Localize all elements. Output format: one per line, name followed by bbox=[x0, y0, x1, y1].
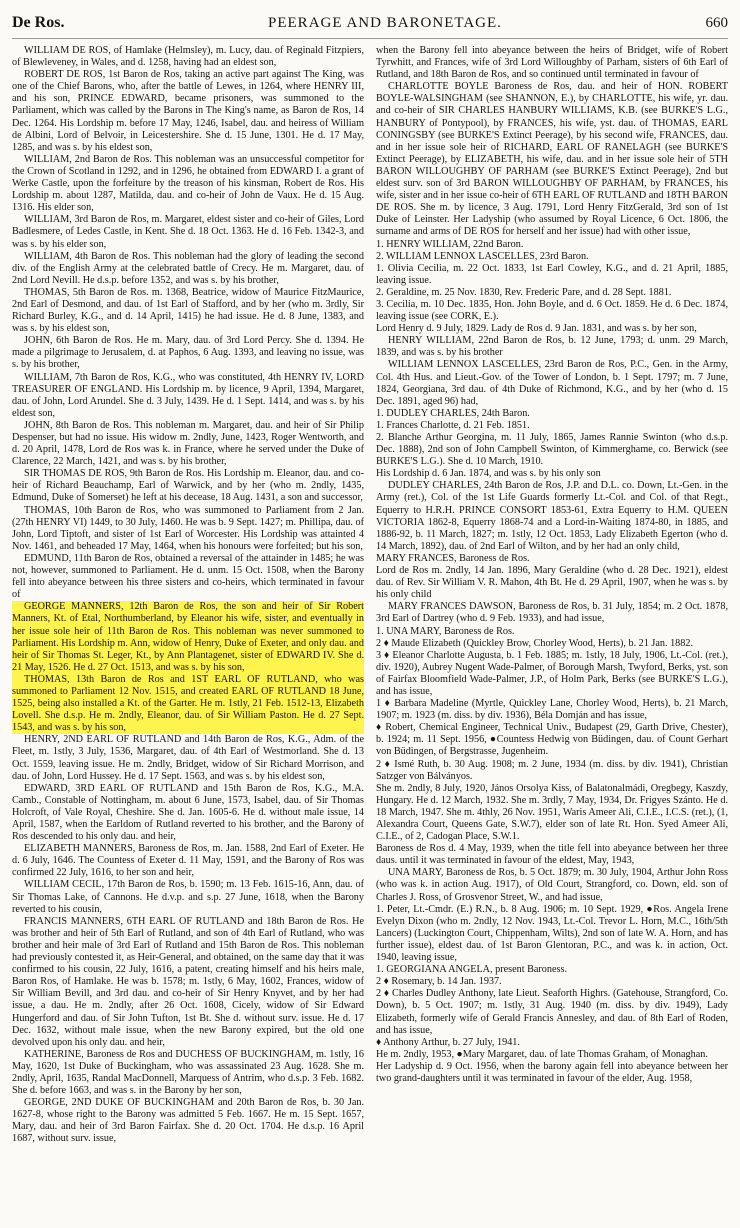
entry-paragraph: WILLIAM LENNOX LASCELLES, 23rd Baron de Ros, P.C., Gen. in the Army, Col. 4th Hus. and Lieut.-Gov. of the Tower of London, b. 1 Sept. 1797; m. 7 June, 1824, Georgiana, 3rd dau. of 4th Duke of Richmond, K.G., and by her (who d. 15 Dec. 1891, aged 96) had, bbox=[376, 359, 728, 407]
entry-paragraph: EDMUND, 11th Baron de Ros, obtained a reversal of the attainder in 1485; he was not, however, summoned to Parliament. He d. unm. 15 Oct. 1508, when the Barony fell into abeyance between his three sisters and co-heirs, which terminated in favour of bbox=[12, 552, 364, 601]
entry-paragraph: 1 ♦ Barbara Madeline (Myrtle, Quickley Lane, Chorley Wood, Herts), b. 21 March, 1907; m. 1923 (m. diss. by div. 1936), Béla Domján and has issue, bbox=[376, 698, 728, 722]
entry-paragraph: 2. Geraldine, m. 25 Nov. 1830, Rev. Frederic Pare, and d. 28 Sept. 1881. bbox=[376, 286, 672, 298]
entry-paragraph: GEORGE, 2ND DUKE OF BUCKINGHAM and 20th Baron de Ros, b. 30 Jan. 1627-8, whose right to the Barony was admitted 5 Feb. 1667. He m. 15 Sept. 1657, Mary, dau. and heir of 3rd Baron Fairfax. She d. 20 Oct. 1704. He d.s.p. 16 April 1687, without surv. issue, bbox=[12, 1097, 364, 1145]
entry-paragraph: UNA MARY, Baroness de Ros, b. 5 Oct. 1879; m. 30 July, 1904, Arthur John Ross (who was k. in action Aug. 1917), of Old Court, Strangford, co. Down, eld. son of Charles J. Ross, of Grosvenor Street, W., and had issue, bbox=[376, 867, 728, 903]
entry-paragraph: WILLIAM CECIL, 17th Baron de Ros, b. 1590; m. 13 Feb. 1615-16, Ann, dau. of Sir Thomas Lake, of Cannons. He d.v.p. and s.p. 27 June, 1618, when the Barony reverted to his cousin, bbox=[12, 879, 364, 915]
entry-paragraph: 1. GEORGIANA ANGELA, present Baroness. bbox=[376, 964, 567, 976]
entry-paragraph: Baroness de Ros d. 4 May, 1939, when the title fell into abeyance between her three daus. until it was terminated in favour of the eldest, May, 1943, bbox=[376, 843, 728, 867]
entry-paragraph: 2. Blanche Arthur Georgina, m. 11 July, 1865, James Rannie Swinton (who d.s.p. Dec. 1888), 2nd son of John Campbell Swinton, of Kimmerghame, co. Berwick (see BURKE'S L.G.). She d. 10 March, 1910. bbox=[376, 432, 728, 468]
entry-paragraph: when the Barony fell into abeyance between the heirs of Bridget, wife of Robert Tyrwhitt, and Frances, wife of 3rd Lord Willoughby of Parham, sisters of 6th Earl of Rutland, and 18th Baron de Ros, and so continued until terminated in favour of bbox=[376, 45, 728, 81]
entry-paragraph: MARY FRANCES DAWSON, Baroness de Ros, b. 31 July, 1854; m. 2 Oct. 1878, 3rd Earl of Dartrey (who d. 9 Feb. 1933), and had issue, bbox=[376, 601, 728, 625]
entry-paragraph: She m. 2ndly, 8 July, 1920, János Orsolya Kiss, of Balatonalmádi, Oregbegy, Kaszdy, Hungary. He d. 12 March, 1932. She m. 3rdly, 7 May, 1934, Dr. Frigyes Szánto. He d. 18 March, 1947. She m. 4thly, 26 Nov. 1951, Waris Ameer Ali, C.I.E., I.C.S. (ret.), (1, Alexandra Court, Queens Gate, S.W.7), elder son of late Rt. Hon. Syed Ameer Ali, C.I.E., of 2, Cadogan Place, S.W.1. bbox=[376, 782, 728, 843]
entry-paragraph: THOMAS, 5th Baron de Ros. m. 1368, Beatrice, widow of Maurice FitzMaurice, 2nd Earl of Desmond, and dau. of 1st Earl of Stafford, and by her (who m. 3rdly, Sir Richard Burley, K.G., and d. 14 April, 1415) he had issue. He d. 8 June, 1383, and was s. by his eldest son, bbox=[12, 286, 364, 335]
header-title: PEERAGE AND BARONETAGE. bbox=[268, 15, 502, 31]
entry-paragraph: FRANCIS MANNERS, 6TH EARL OF RUTLAND and 18th Baron de Ros. He was brother and heir of 5th Earl of Rutland, and son of 4th Earl of Rutland, who was brother and heir male of 3rd Earl of Rutland and 15th Baron de Ros. This nobleman had previously contested it, as Heir-General, and obtained, on the same day that it was confirmed to his cousin, 22 July, 1616, a patent, creating himself and his heirs male, Baron Ros, of Hamlake. He was b. 1578; m. 1stly, 6 May, 1602, Frances, widow of Sir William Bevill, and 3rd dau. and co-heir of Sir Henry Knyvet, and by her had issue, a dau. He m. 2ndly, after 26 Oct. 1608, Cicely, widow of Sir Edward Hungerford and dau. of Sir John Tufton, 1st Bt. She d. without surv. issue. He d. 17 Dec. 1632, without male issue, when the new Barony expired, but the old one devolved upon his only dau. and heir, bbox=[12, 915, 364, 1048]
entry-paragraph: KATHERINE, Baroness de Ros and DUCHESS OF BUCKINGHAM, m. 1stly, 16 May, 1620, 1st Duke of Buckingham, who was assassinated 23 Aug. 1628. She m. 2ndly, April, 1635, Randal MacDonnell, Marquess of Antrim, who d.s.p. 3 Feb. 1682. She d. before 1663, and was s. in the Barony by her son, bbox=[12, 1048, 364, 1097]
entry-paragraph: 2 ♦ Ismé Ruth, b. 30 Aug. 1908; m. 2 June, 1934 (m. diss. by div. 1941), Christian Satzger von Bálványos. bbox=[376, 758, 728, 782]
entry-paragraph: JOHN, 8th Baron de Ros. This nobleman m. Margaret, dau. and heir of Sir Philip Despenser, but had no issue. His widow m. 2ndly, June, 1423, Roger Wentworth, and d. 20 April, 1478, Lord de Ros was k. in France, where he served under the Duke of Clarence, 22 March, 1421, and was s. by his brother, bbox=[12, 419, 364, 468]
entry-paragraph: THOMAS, 10th Baron de Ros, who was summoned to Parliament from 2 Jan. (27th HENRY VI) 1449, to 30 July, 1460. He was b. 9 Sept. 1427; m. Phillipa, dau. of John, Lord Tiptoft, and sister of 1st Earl of Worcester. His Lordship was attainted 4 Nov. 1461, and beheaded 17 May, 1464, when his honours were forfeited; but his son, bbox=[12, 504, 364, 552]
entry-paragraph: 2 ♦ Rosemary, b. 14 Jan. 1937. bbox=[376, 976, 502, 988]
entry-paragraph: CHARLOTTE BOYLE Baroness de Ros, dau. and heir of HON. ROBERT BOYLE-WALSINGHAM (see SHANNON, E.), by CHARLOTTE, his wife, yr. dau. and co-heir of SIR CHARLES HANBURY WILLIAMS, K.B. (see BURKE'S L.G., HANBURY of Pontypool), by FRANCES, his wife, yst. dau. of THOMAS, EARL CONINGSBY (see BURKE'S Extinct Peerage), by his second wife, FRANCES, dau. and in her issue sole heir of RICHARD, EARL OF RANELAGH (see BURKE'S Extinct Peerage), by ELIZABETH, his wife, dau. and in her issue sole heir of 5TH BARON WILLOUGHBY OF PARHAM (see BURKE'S Extinct Peerage), 2nd but eldest surv. son of 3rd BARON WILLOUGHBY OF PARHAM, by FRANCES, his wife, sister and in her issue co-heir of 6TH EARL OF RUTLAND and 18TH BARON DE ROS. She m. by licence, 3 Aug. 1791, Lord Henry FitzGerald, 3rd son of 1st Duke of Leinster. Her Ladyship (who assumed by Royal Licence, 6 Oct. 1806, the surname and arms of DE ROS for herself and her issue) had with other issue, bbox=[376, 81, 728, 238]
running-header bbox=[12, 14, 728, 39]
entry-paragraph: ♦ Robert, Chemical Engineer, Technical Univ., Budapest (29, Garth Drive, Chester), b. 1924; m. 11 Sept. 1956, ●Countess Hedwig von Büdingen, dau. of Count Gerhart von Büdingen, of Bergstrasse, Jugenheim. bbox=[376, 722, 728, 758]
entry-paragraph: 1. DUDLEY CHARLES, 24th Baron. bbox=[376, 407, 530, 419]
entry-paragraph: DUDLEY CHARLES, 24th Baron de Ros, J.P. and D.L. co. Down, Lt.-Gen. in the Army (ret.), Col. of the 1st Life Guards formerly Lt.-Col. and Col. of that Regt., Equerry to H.R.H. PRINCE CONSORT 1853-61, Extra Equerry to H.M. QUEEN VICTORIA 1862-8, Equerry 1868-74 and a Lord-in-Waiting 1874-80, in 1885, and 1886-92, b. 11 March, 1827; m. 1stly, 12 Oct. 1853, Lady Elizabeth Egerton (who d. 14 March, 1892), dau. of 2nd Earl of Wilton, and by her had an only child, bbox=[376, 480, 728, 552]
entry-paragraph: ♦ Anthony Arthur, b. 27 July, 1941. bbox=[376, 1036, 520, 1048]
entry-paragraph: 1. Frances Charlotte, d. 21 Feb. 1851. bbox=[376, 419, 530, 431]
entry-paragraph: EDWARD, 3RD EARL OF RUTLAND and 15th Baron de Ros, K.G., M.A. Camb., Constable of Nottingham, m. about 6 June, 1573, Isabel, dau. of Sir Thomas Holcroft, of Vale Royal, Cheshire. She d. Jan. 1605-6. He d. without male issue, 14 April, 1587, when the Earldom of Rutland reverted to his brother, and the Barony of Ros descended to his only dau. and heir, bbox=[12, 782, 364, 843]
entry-paragraph: 3. Cecilia, m. 10 Dec. 1835, Hon. John Boyle, and d. 6 Oct. 1859. He d. 6 Dec. 1874, leaving issue (see CORK, E.). bbox=[376, 298, 728, 323]
entry-paragraph: ELIZABETH MANNERS, Baroness de Ros, m. Jan. 1588, 2nd Earl of Exeter. He d. 6 July, 1646. The Countess of Exeter d. 11 May, 1591, and the Barony of Ros was confirmed 22 July, 1616, to her son and heir, bbox=[12, 843, 364, 879]
entry-paragraph: His Lordship d. 6 Jan. 1874, and was s. by his only son bbox=[376, 468, 601, 480]
highlighted-paragraph: THOMAS, 13th Baron de Ros and 1ST EARL OF RUTLAND, who was summoned to Parliament 12 Nov. 1515, and created EARL OF RUTLAND 18 June, 1525, being also installed a Kt. of the Garter. He m. 1stly, 21 Feb. 1512-13, Elizabeth Lovell. She d.s.p. He m. 2ndly, Eleanor, dau. of Sir William Paston. He d. 27 Sept. 1543, and was s. by his son, bbox=[12, 673, 364, 734]
entry-paragraph: 1. HENRY WILLIAM, 22nd Baron. bbox=[376, 238, 524, 250]
entry-paragraph: 2 ♦ Charles Dudley Anthony, late Lieut. Seaforth Highrs. (Gatehouse, Strangford, Co. Down), b. 5 Oct. 1907; m. 1stly, 31 Aug. 1940 (m. diss. by div. 1949), Lady Elizabeth, formerly wife of Gerald Francis Annesley, and dau. of 8th Earl of Roden, and has issue, bbox=[376, 988, 728, 1036]
entry-paragraph: HENRY WILLIAM, 22nd Baron de Ros, b. 12 June, 1793; d. unm. 29 March, 1839, and was s. by his brother bbox=[376, 335, 728, 359]
entry-paragraph: WILLIAM, 7th Baron de Ros, K.G., who was constituted, 4th HENRY IV, LORD TREASURER OF ENGLAND. His Lordship m. by licence, 9 April, 1394, Margaret, dau. of John, Lord Arundel. She d. 3 July, 1439. He d. 1 Sept. 1414, and was s. by his eldest son, bbox=[12, 371, 364, 419]
text-columns bbox=[12, 45, 728, 1225]
entry-paragraph: Her Ladyship d. 9 Oct. 1956, when the barony again fell into abeyance between her two grand-daughters until it was terminated in favour of the elder, Aug. 1958, bbox=[376, 1060, 728, 1084]
page-number: 660 bbox=[705, 15, 728, 31]
entry-paragraph: WILLIAM, 4th Baron de Ros. This nobleman had the glory of leading the second div. of the English Army at the celebrated battle of Crecy. He m. Margaret, dau. of 2nd Lord Nevill. He d.s.p. before 1352, and was s. by his brother, bbox=[12, 250, 364, 286]
entry-paragraph: 1. Olivia Cecilia, m. 22 Oct. 1833, 1st Earl Cowley, K.G., and d. 21 April, 1885, leaving issue. bbox=[376, 262, 728, 286]
right-column bbox=[376, 45, 728, 1225]
entry-paragraph: JOHN, 6th Baron de Ros. He m. Mary, dau. of 3rd Lord Percy. She d. 1394. He made a pilgrimage to Jerusalem, d. at Paphos, 6 Aug. 1393, and leaving no issue, was s. by his brother, bbox=[12, 335, 364, 371]
entry-paragraph: HENRY, 2ND EARL OF RUTLAND and 14th Baron de Ros, K.G., Adm. of the Fleet, m. 1stly, 3 July, 1536, Margaret, dau. of 4th Earl of Westmorland. She d. 13 Oct. 1559, leaving issue. He m. 2ndly, Bridget, widow of Sir Richard Morrison, and dau. of John, Lord Hussey. He d. 17 Sept. 1563, and was s. by his eldest son, bbox=[12, 734, 364, 782]
header-surname: De Ros. bbox=[12, 14, 65, 31]
entry-paragraph: 3 ♦ Eleanor Charlotte Augusta, b. 1 Feb. 1885; m. 1stly, 18 July, 1906, Lt.-Col. (ret.), div. 1920), Aubrey Nugent Wade-Palmer, of Borough Marsh, Twyford, Berks, yst. son of Fairfax Bloomfield Wade-Palmer, J.P., of Holm Park, Berks (see BURKE'S L.G.), and has issue, bbox=[376, 649, 728, 697]
entry-paragraph: 2 ♦ Maude Elizabeth (Quickley Brow, Chorley Wood, Herts), b. 21 Jan. 1882. bbox=[376, 637, 694, 649]
entry-paragraph: ROBERT DE ROS, 1st Baron de Ros, taking an active part against The King, was one of the Chief Barons, who, after the battle of Lewes, in 1264, where HENRY III, and his son, PRINCE EDWARD, became prisoners, was summoned to the Parliament, which was called by the Barons in The King's name, as Baron de Ros, 14 Dec. 1264. His Lordship m. before 17 May, 1246, Isabel, dau. and heiress of William de Albini, Lord of Belvoir, in Leicestershire. She d. 15 June, 1301. He d. 17 May, 1285, and was s. by his eldest son, bbox=[12, 69, 364, 153]
entry-paragraph: WILLIAM, 2nd Baron de Ros. This nobleman was an unsuccessful competitor for the Crown of Scotland in 1292, and in 1296, he obtained from EDWARD I. a grant of Werke Castle, upon the forfeiture by the treason of his kinsman, Robert de Ros. His Lordship m. about 1287, Matilda, dau. and co-heir of John de Vaux. He d. 15 Aug. 1316. His elder son, bbox=[12, 153, 364, 214]
entry-paragraph: 1. UNA MARY, Baroness de Ros. bbox=[376, 625, 515, 637]
entry-paragraph: Lord Henry d. 9 July, 1829. Lady de Ros d. 9 Jan. 1831, and was s. by her son, bbox=[376, 323, 697, 335]
entry-paragraph: MARY FRANCES, Baroness de Ros. bbox=[376, 552, 530, 564]
entry-paragraph: SIR THOMAS DE ROS, 9th Baron de Ros. His Lordship m. Eleanor, dau. and co-heir of Richard Beauchamp, Earl of Warwick, and by her (who m. 2ndly, 1435, Edmund, Duke of Somerset) he left at his decease, 18 Aug. 1431, a son and successor, bbox=[12, 468, 364, 504]
entry-paragraph: He m. 2ndly, 1953, ●Mary Margaret, dau. of late Thomas Graham, of Monaghan. bbox=[376, 1048, 708, 1060]
entry-paragraph: 1. Peter, Lt.-Cmdr. (E.) R.N., b. 8 Aug. 1906; m. 10 Sept. 1929, ●Ros. Angela Irene Evelyn Dixon (who m. 2ndly, 12 Nov. 1943, Lt.-Col. Trevor L. Horn, M.C., 16th/5th Lancers) (Luckington Court, Chippenham, Wilts), 2nd son of late W. A. Horn, and has further issue), eldest dau. of 1st Baron Glentoran, P.C., and was k. in action, Oct. 1940, leaving issue, bbox=[376, 903, 728, 964]
entry-paragraph: 2. WILLIAM LENNOX LASCELLES, 23rd Baron. bbox=[376, 250, 589, 262]
left-column bbox=[12, 45, 364, 1225]
entry-paragraph: Lord de Ros m. 2ndly, 14 Jan. 1896, Mary Geraldine (who d. 28 Dec. 1921), eldest dau. of Rev. Sir William V. R. Mahon, 4th Bt. He d. 29 April, 1907, when he was s. by his only child bbox=[376, 565, 728, 601]
entry-paragraph: WILLIAM DE ROS, of Hamlake (Helmsley), m. Lucy, dau. of Reginald Fitzpiers, of Blewleveney, in Wales, and d. 1258, having had an eldest son, bbox=[12, 45, 364, 69]
entry-paragraph: WILLIAM, 3rd Baron de Ros, m. Margaret, eldest sister and co-heir of Giles, Lord Badlesmere, of Ledes Castle, in Kent. She d. 18 Oct. 1363. He d. 16 Feb. 1342-3, and was s. by his elder son, bbox=[12, 214, 364, 250]
highlighted-paragraph: GEORGE MANNERS, 12th Baron de Ros, the son and heir of Sir Robert Manners, Kt. of Etal, Northumberland, by Eleanor his wife, sister, and eventually in her issue sole heir of 11th Baron de Ros. This nobleman was never summoned to Parliament. His Lordship m. Ann, widow of Henry, Duke of Exeter, and only dau. and heir of Sir Thomas St. Leger, Kt., by Ann Plantagenet, sister of EDWARD IV. She d. 21 May, 1526. He d. 27 Oct. 1513, and was s. by his son, bbox=[12, 601, 364, 673]
